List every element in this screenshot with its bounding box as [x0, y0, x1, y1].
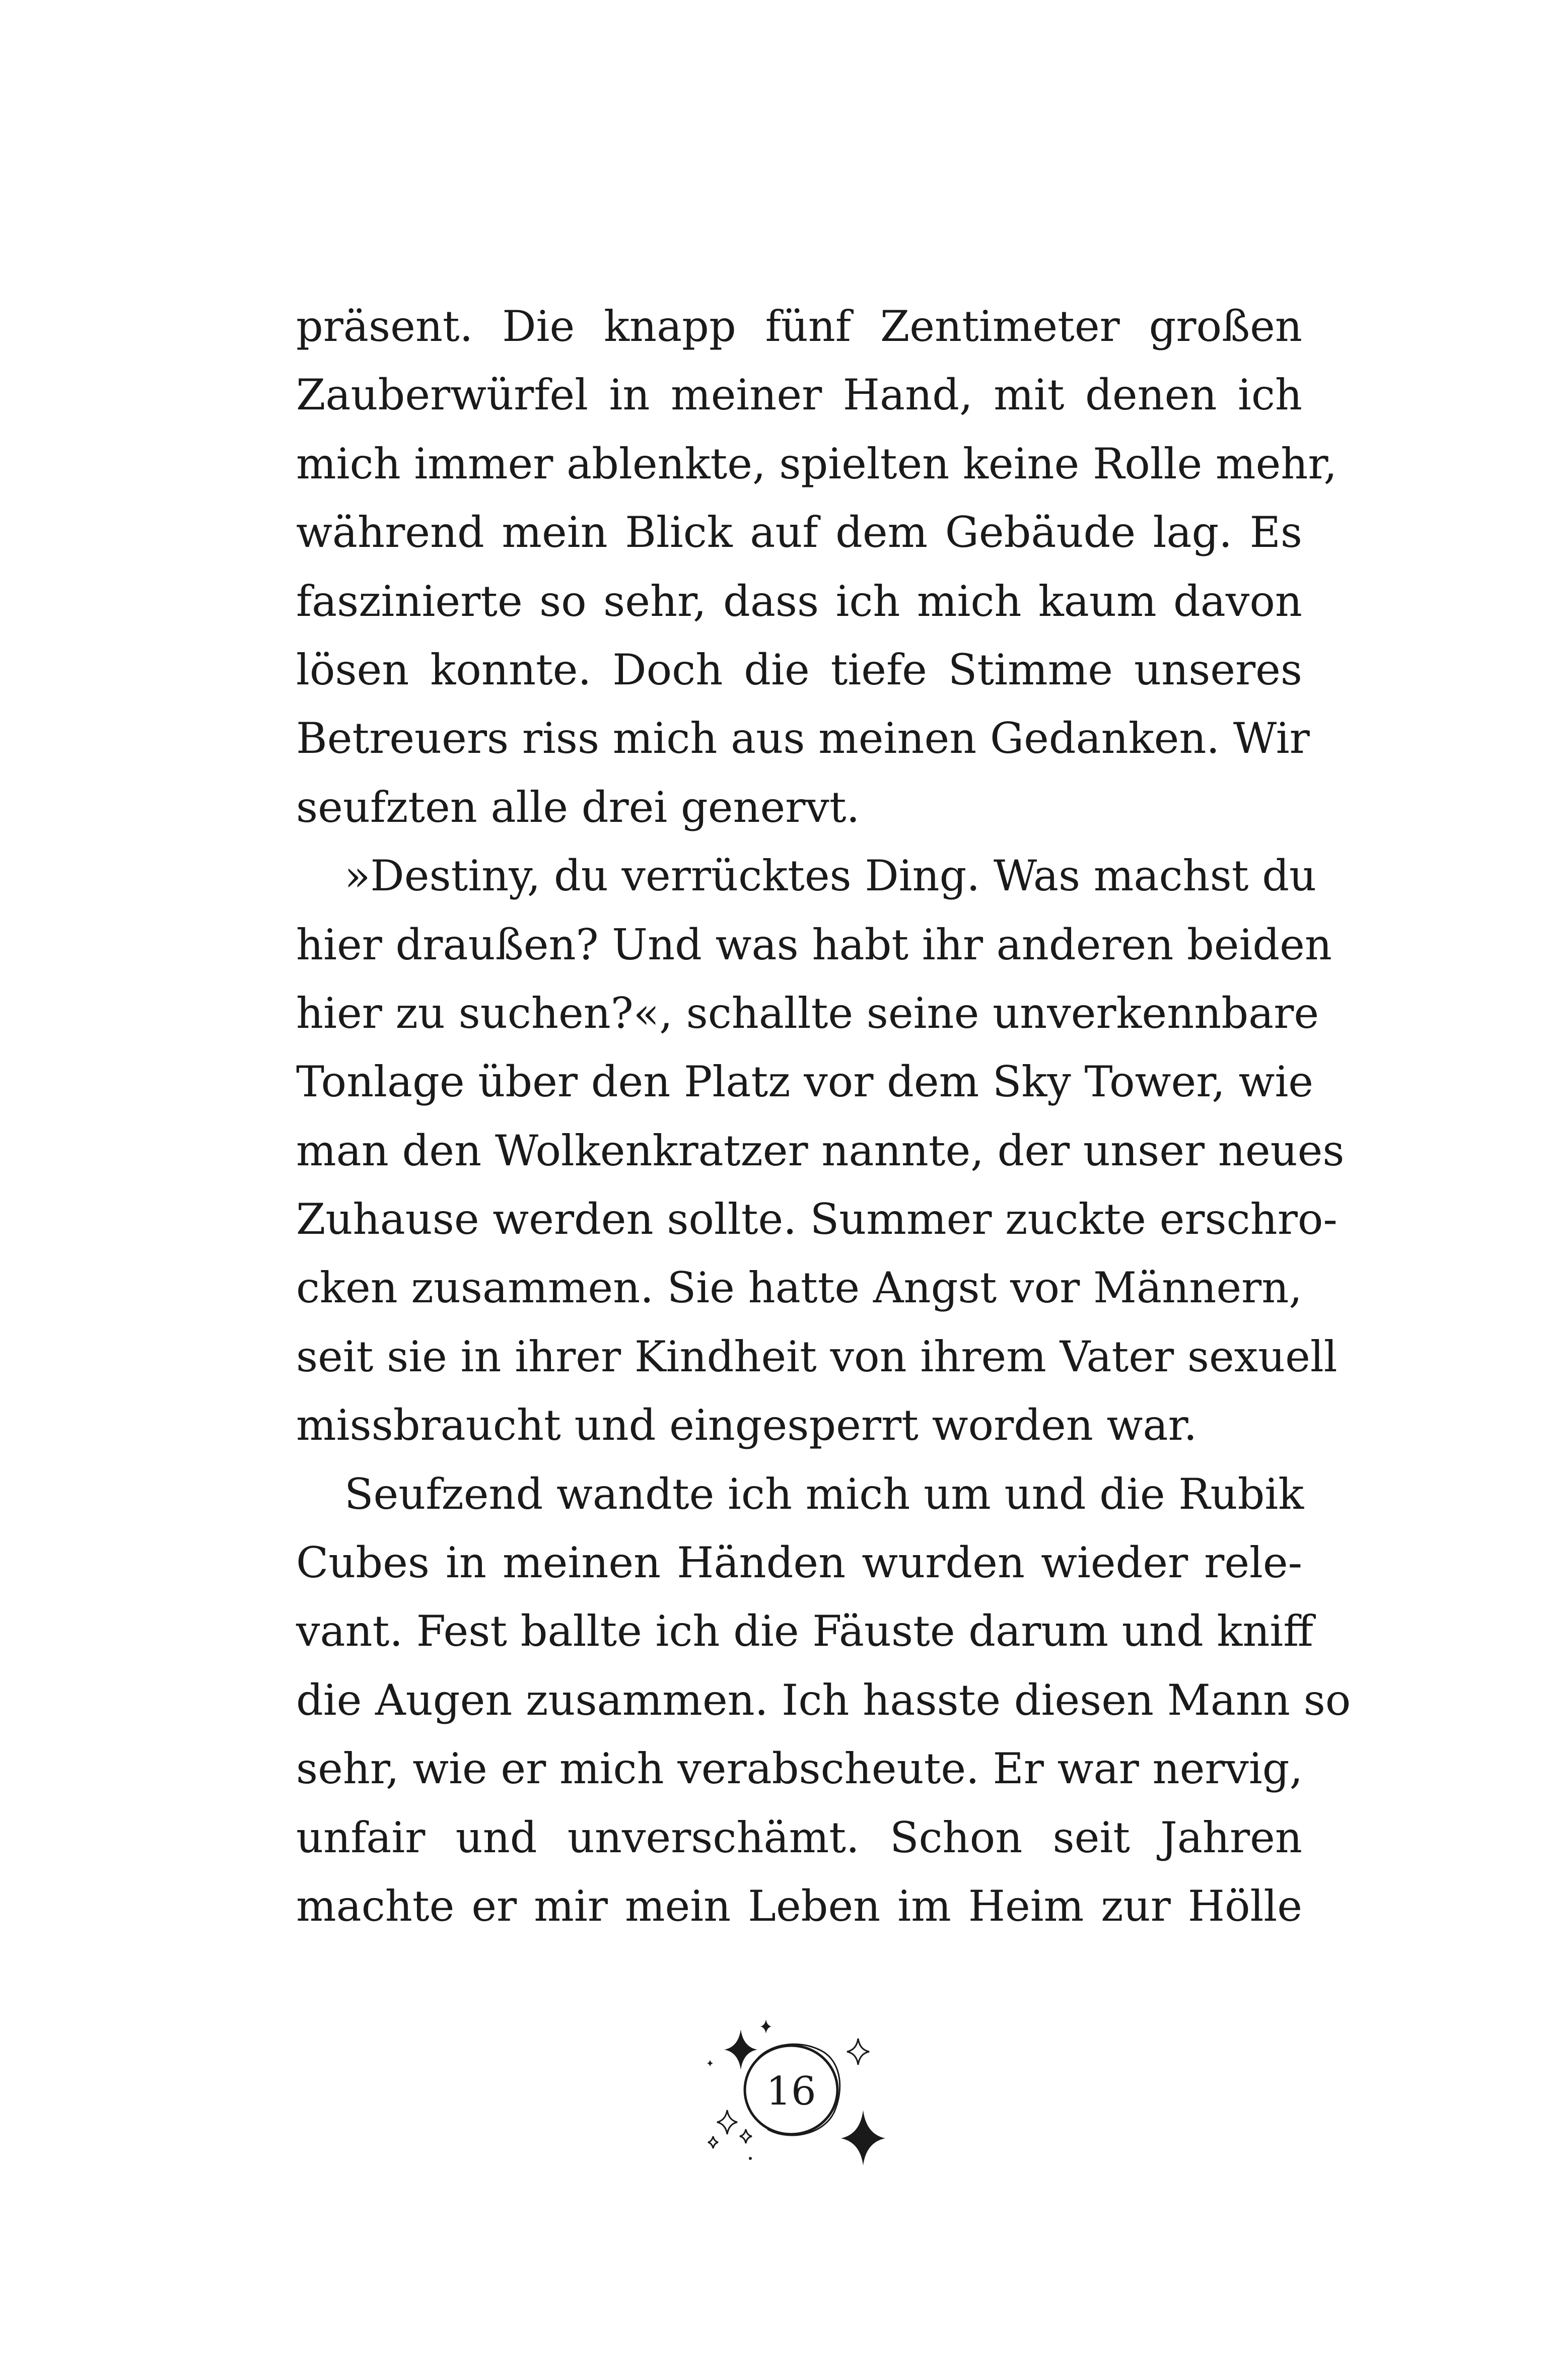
text-line: während mein Blick auf dem Gebäude lag. Es: [296, 508, 1302, 557]
text-line: vant. Fest ballte ich die Fäuste darum und kniff: [296, 1606, 1313, 1656]
text-line: missbraucht und eingesperrt worden war.: [296, 1401, 1198, 1450]
text-line: Betreuers riss mich aus meinen Gedanken. Wir: [296, 714, 1310, 763]
text-line: sehr, wie er mich verabscheute. Er war nervig,: [296, 1744, 1303, 1794]
page-number: 16: [766, 2069, 816, 2114]
text-line: Cubes in meinen Händen wurden wieder rele-: [296, 1538, 1302, 1588]
text-line: hier draußen? Und was habt ihr anderen beiden: [296, 920, 1332, 969]
text-line: hier zu suchen?«, schallte seine unverkennbare: [296, 988, 1319, 1038]
text-line: seit sie in ihrer Kindheit von ihrem Vater sexuell: [296, 1332, 1338, 1381]
text-line: Seufzend wandte ich mich um und die Rubik: [344, 1469, 1304, 1519]
text-line: Zuhause werden sollte. Summer zuckte erschro-: [296, 1195, 1338, 1244]
page-footer: [698, 2009, 899, 2171]
text-line: machte er mir mein Leben im Heim zur Hölle: [296, 1881, 1302, 1931]
text-line: präsent. Die knapp fünf Zentimeter großen: [296, 302, 1302, 351]
text-line: faszinierte so sehr, dass ich mich kaum davon: [296, 576, 1302, 626]
text-line: »Destiny, du verrücktes Ding. Was machst du: [344, 851, 1317, 901]
text-line: unfair und unverschämt. Schon seit Jahren: [296, 1812, 1302, 1862]
text-line: man den Wolkenkratzer nannte, der unser neues: [296, 1126, 1345, 1175]
text-line: seufzten alle drei genervt.: [296, 782, 860, 832]
text-line: mich immer ablenkte, spielten keine Rolle mehr,: [296, 439, 1338, 488]
text-line: cken zusammen. Sie hatte Angst vor Männern,: [296, 1263, 1302, 1313]
body-text: [296, 292, 1351, 1940]
text-line: die Augen zusammen. Ich hasste diesen Mann so: [296, 1675, 1351, 1725]
text-line: Tonlage über den Platz vor dem Sky Tower, wie: [296, 1057, 1314, 1107]
text-line: lösen konnte. Doch die tiefe Stimme unseres: [296, 645, 1302, 694]
text-line: Zauberwürfel in meiner Hand, mit denen ich: [296, 370, 1302, 420]
